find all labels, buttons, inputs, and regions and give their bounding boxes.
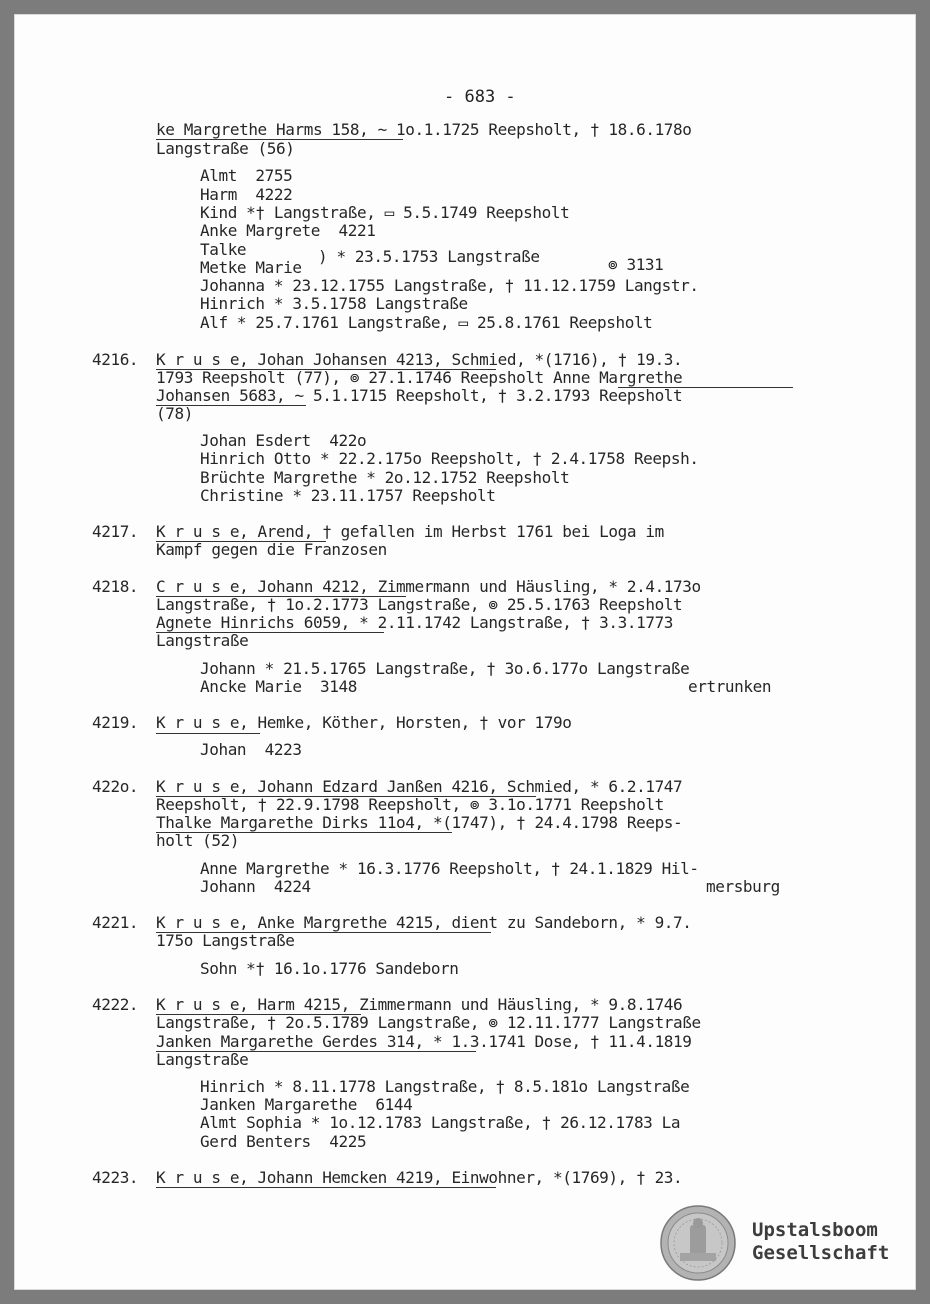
text-line: mersburg xyxy=(706,877,780,896)
text-line: Harm 4222 xyxy=(200,185,293,204)
text-line: Reepsholt, † 22.9.1798 Reepsholt, ⊚ 3.1o.1771 Reepsholt xyxy=(156,795,664,814)
entry-number: 422o. xyxy=(92,777,139,796)
underline xyxy=(156,932,491,933)
text-line: Johanna * 23.12.1755 Langstraße, † 11.12.1759 Langstr. xyxy=(200,276,699,295)
underline xyxy=(156,632,384,633)
text-line: C r u s e, Johann 4212, Zimmermann und Häusling, * 2.4.173o xyxy=(156,577,701,596)
logo-line: Gesellschaft xyxy=(752,1242,890,1264)
text-line: Kampf gegen die Franzosen xyxy=(156,540,387,559)
text-line: 1793 Reepsholt (77), ⊚ 27.1.1746 Reepsholt Anne Margrethe xyxy=(156,368,683,387)
text-line: ke Margrethe Harms 158, ~ 1o.1.1725 Reepsholt, † 18.6.178o xyxy=(156,120,692,139)
underline xyxy=(156,369,496,370)
underline xyxy=(156,733,260,734)
text-line: Talke xyxy=(200,240,247,259)
underline xyxy=(156,1187,496,1188)
underline xyxy=(156,541,326,542)
entry-number: 4222. xyxy=(92,995,139,1014)
underline xyxy=(156,1014,361,1015)
text-line: Janken Margarethe 6144 xyxy=(200,1095,413,1114)
text-line: Thalke Margarethe Dirks 11o4, *(1747), † 24.4.1798 Reeps- xyxy=(156,813,683,832)
text-line: K r u s e, Hemke, Köther, Horsten, † vor 179o xyxy=(156,713,572,732)
text-line: Hinrich * 8.11.1778 Langstraße, † 8.5.181o Langstraße xyxy=(200,1077,690,1096)
underline xyxy=(156,832,452,833)
text-line: Johann * 21.5.1765 Langstraße, † 3o.6.177o Langstraße xyxy=(200,659,690,678)
text-line: Janken Margarethe Gerdes 314, * 1.3.1741 Dose, † 11.4.1819 xyxy=(156,1032,692,1051)
text-line: 175o Langstraße xyxy=(156,931,295,950)
text-line: K r u s e, Johann Hemcken 4219, Einwohner, *(1769), † 23. xyxy=(156,1168,683,1187)
text-line: Ancke Marie 3148 xyxy=(200,677,357,696)
underline xyxy=(156,139,403,140)
text-line: (78) xyxy=(156,404,193,423)
text-line: Langstraße (56) xyxy=(156,139,295,158)
text-line: Agnete Hinrichs 6059, * 2.11.1742 Langstraße, † 3.3.1773 xyxy=(156,613,674,632)
text-line: Almt Sophia * 1o.12.1783 Langstraße, † 26.12.1783 La xyxy=(200,1113,681,1132)
entry-number: 4218. xyxy=(92,577,139,596)
text-line: Langstraße, † 1o.2.1773 Langstraße, ⊚ 25.5.1763 Reepsholt xyxy=(156,595,683,614)
text-line: Anke Margrete 4221 xyxy=(200,221,376,240)
seal-logo-icon xyxy=(660,1205,736,1281)
text-line: K r u s e, Johan Johansen 4213, Schmied, *(1716), † 19.3. xyxy=(156,350,683,369)
text-line: Kind *† Langstraße, ▭ 5.5.1749 Reepsholt xyxy=(200,203,570,222)
text-line: Anne Margrethe * 16.3.1776 Reepsholt, † 24.1.1829 Hil- xyxy=(200,859,699,878)
text-line: ) * 23.5.1753 Langstraße xyxy=(318,247,540,266)
text-line: ertrunken xyxy=(688,677,772,696)
underline xyxy=(618,387,793,388)
underline xyxy=(156,796,536,797)
underline xyxy=(156,1051,476,1052)
text-line: Hinrich * 3.5.1758 Langstraße xyxy=(200,294,468,313)
page-number: - 683 - xyxy=(444,87,516,107)
underline xyxy=(156,596,406,597)
text-line: Christine * 23.11.1757 Reepsholt xyxy=(200,486,496,505)
logo-line: Upstalsboom xyxy=(752,1219,878,1241)
society-logo-text xyxy=(752,1219,889,1265)
entry-number: 4217. xyxy=(92,522,139,541)
text-line: Alf * 25.7.1761 Langstraße, ▭ 25.8.1761 Reepsholt xyxy=(200,313,653,332)
text-line: K r u s e, Anke Margrethe 4215, dient zu Sandeborn, * 9.7. xyxy=(156,913,692,932)
text-line: K r u s e, Arend, † gefallen im Herbst 1761 bei Loga im xyxy=(156,522,664,541)
text-line: Sohn *† 16.1o.1776 Sandeborn xyxy=(200,959,459,978)
text-line: K r u s e, Harm 4215, Zimmermann und Häusling, * 9.8.1746 xyxy=(156,995,683,1014)
text-line: Metke Marie xyxy=(200,258,302,277)
entry-number: 4221. xyxy=(92,913,139,932)
text-line: Langstraße xyxy=(156,1050,249,1069)
text-line: Johan 4223 xyxy=(200,740,302,759)
entry-number: 4223. xyxy=(92,1168,139,1187)
text-line: holt (52) xyxy=(156,831,240,850)
text-line: Johansen 5683, ~ 5.1.1715 Reepsholt, † 3.2.1793 Reepsholt xyxy=(156,386,683,405)
text-line: ⊚ 3131 xyxy=(608,255,664,274)
text-line: Langstraße, † 2o.5.1789 Langstraße, ⊚ 12.11.1777 Langstraße xyxy=(156,1013,701,1032)
text-line: Brüchte Margrethe * 2o.12.1752 Reepsholt xyxy=(200,468,570,487)
text-line: Langstraße xyxy=(156,631,249,650)
text-line: Johan Esdert 422o xyxy=(200,431,367,450)
text-line: Johann 4224 xyxy=(200,877,311,896)
entry-number: 4216. xyxy=(92,350,139,369)
text-line: Hinrich Otto * 22.2.175o Reepsholt, † 2.4.1758 Reepsh. xyxy=(200,449,699,468)
text-line: K r u s e, Johann Edzard Janßen 4216, Schmied, * 6.2.1747 xyxy=(156,777,683,796)
entry-number: 4219. xyxy=(92,713,139,732)
underline xyxy=(156,405,306,406)
text-line: Gerd Benters 4225 xyxy=(200,1132,367,1151)
text-line: Almt 2755 xyxy=(200,166,293,185)
